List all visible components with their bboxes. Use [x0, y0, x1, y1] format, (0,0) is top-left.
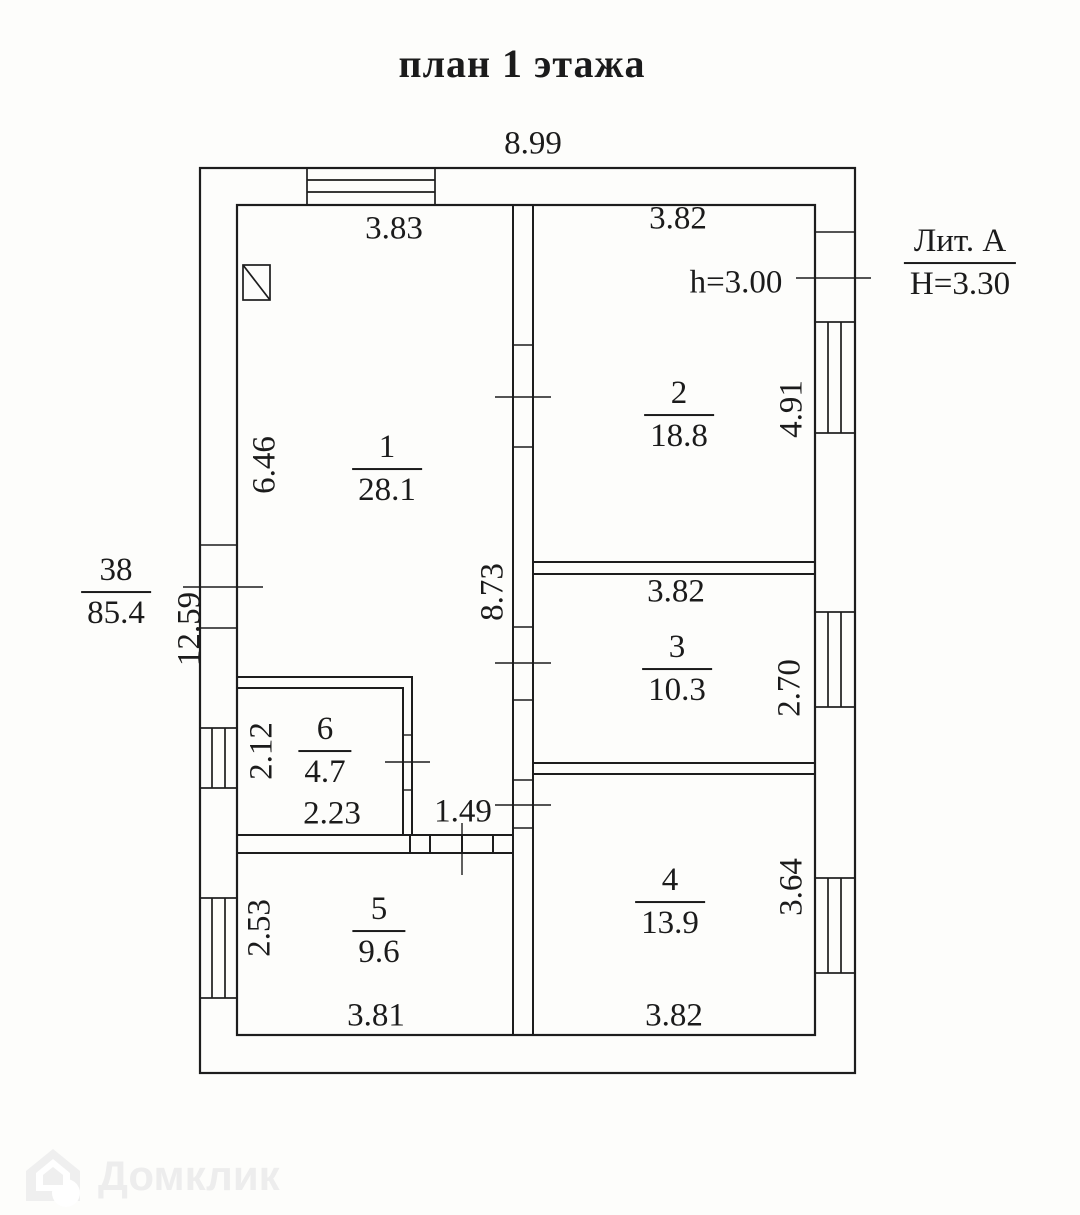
room-6-number: 6 — [316, 711, 334, 748]
total-area: 85.4 — [81, 591, 151, 632]
room-4-area: 13.9 — [635, 901, 705, 942]
room-5-label — [352, 891, 405, 971]
dim-room5-height: 2.53 — [241, 899, 278, 957]
plot-area-block — [81, 552, 151, 632]
page-title: план 1 этажа — [398, 41, 646, 86]
liter-label: Лит. А — [913, 223, 1007, 260]
liter-block — [904, 223, 1016, 303]
dim-room2-height: 4.91 — [773, 380, 810, 438]
room-6-label — [298, 711, 351, 791]
room-2-area: 18.8 — [644, 414, 714, 455]
room-5-number: 5 — [370, 891, 388, 928]
room-2-label — [644, 375, 714, 455]
room-1-number: 1 — [378, 429, 396, 466]
watermark — [22, 1145, 280, 1207]
plot-number: 38 — [99, 552, 133, 589]
room-5-area: 9.6 — [352, 930, 405, 971]
dim-room4-width: 3.82 — [645, 997, 703, 1034]
room-6-area: 4.7 — [298, 750, 351, 791]
dim-building-depth: 12.59 — [171, 591, 208, 667]
ceiling-height-label: h=3.00 — [689, 264, 783, 301]
building-height-label: H=3.30 — [904, 262, 1016, 303]
dim-room5-width: 3.81 — [347, 997, 405, 1034]
dim-hall-width: 1.49 — [434, 793, 492, 830]
domclick-house-icon — [22, 1145, 84, 1207]
dim-room3-height: 2.70 — [771, 659, 808, 717]
dim-room4-height: 3.64 — [773, 858, 810, 916]
room-4-number: 4 — [661, 862, 679, 899]
room-3-area: 10.3 — [642, 668, 712, 709]
dim-room6-height: 2.12 — [243, 722, 280, 780]
room-1-label — [352, 429, 422, 509]
exterior-walls — [200, 168, 855, 1073]
dimension-ticks — [183, 278, 871, 875]
room-1-area: 28.1 — [352, 468, 422, 509]
watermark-label: Домклик — [98, 1152, 280, 1199]
dim-inner-wall-length: 8.73 — [474, 563, 511, 621]
dim-room1-width: 3.83 — [365, 210, 423, 247]
dim-room1-height: 6.46 — [246, 436, 283, 494]
room-3-label — [642, 629, 712, 709]
dim-room6-width: 2.23 — [303, 795, 361, 832]
dim-room2-width: 3.82 — [649, 200, 707, 237]
room-2-number: 2 — [670, 375, 688, 412]
room-4-label — [635, 862, 705, 942]
room-3-number: 3 — [668, 629, 686, 666]
dim-building-width: 8.99 — [504, 125, 562, 162]
dim-room3-width: 3.82 — [647, 573, 705, 610]
interior-walls — [237, 200, 815, 1035]
vent-symbol — [243, 265, 270, 300]
